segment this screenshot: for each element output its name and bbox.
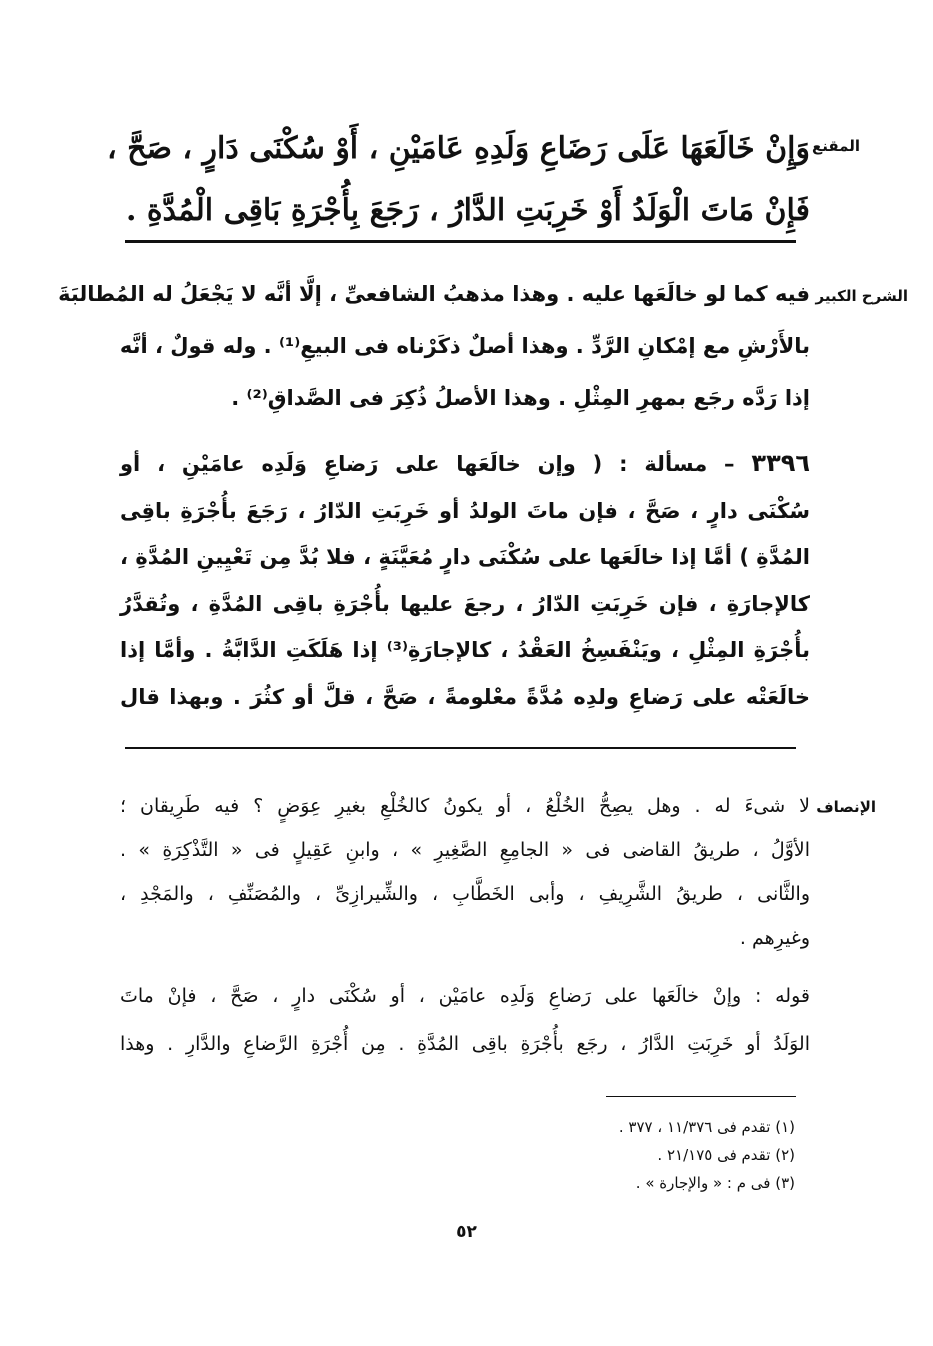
masala-line: كالإجارَةِ ، فإن خَرِبَتِ الدّارُ ، رجعَ عليها بأُجْرَةِ باقِى المُدَّةِ ، وتُقدَّرُ [120, 591, 810, 616]
label-muqni: المقنع [812, 137, 860, 155]
insaf-line: الأوَّلُ ، طريقُ القاضى فى « الجامِعِ الصَّغِيرِ » ، وابنِ عَقِيلٍ فى « التَّذْكِرَةِ » . [120, 839, 810, 861]
sharh-text [58, 268, 810, 424]
sharh-line: إذا رَدَّه رجَع بمهرِ المِثْلِ . وهذا الأصلُ ذُكِرَ فى الصَّداقِ⁽²⁾ . [231, 386, 810, 410]
section-divider [125, 747, 796, 749]
insaf-line: والثَّانى ، طريقُ الشَّرِيفِ ، وأبى الخَطَّابِ ، والشِّيرازِىِّ ، والمُصَنِّفِ ، والمَجْدِ ، [120, 883, 810, 905]
masala-line: سُكْنَى دارٍ ، صَحَّ ، فإن ماتَ الولدُ أو خَرِبَتِ الدّارُ ، رَجَعَ بأُجْرَةِ باقِى [120, 498, 810, 523]
label-insaf: الإنصاف [816, 798, 876, 816]
section-divider [125, 240, 796, 243]
matn-line: فَإِنْ مَاتَ الْوَلَدُ أَوْ خَرِبَتِ الدَّارُ ، رَجَعَ بِأُجْرَةِ بَاقِى الْمُدَّةِ . [125, 193, 810, 228]
insaf-line: لا شىءَ له . وهل يصِحُّ الخُلْعُ ، أو يكونُ كالخُلْعِ بغيرِ عِوَضٍ ؟ فيه طَرِيقان ؛ [120, 795, 810, 817]
footnotes [400, 1113, 795, 1197]
masala-line: المُدَّةِ ) أمَّا إذا خالَعَها على سُكْنَى دارٍ مُعَيَّنَةٍ ، فلا بُدَّ مِن تَعْيِينِ المُدَّةِ ، [120, 545, 810, 569]
matn-line: وَإِنْ خَالَعَهَا عَلَى رَضَاعِ وَلَدِهِ عَامَيْنِ ، أَوْ سُكْنَى دَارٍ ، صَحَّ ، [106, 131, 810, 166]
footnote: (٣) فى م : « والإجارة » . [635, 1174, 795, 1192]
insaf-line: الوَلَدُ أو خَرِبَتِ الدَّارُ ، رجَع بأُجْرَةِ باقِى المُدَّةِ . مِن أُجْرَةِ الرَّضاعِ والدَّارِ . وهذا [120, 1033, 810, 1055]
sharh-line: بالأَرْشِ مع إمْكانِ الرَّدِّ . وهذا أصلٌ ذكَرْناه فى البيعِ⁽¹⁾ . وله قولٌ ، أنَّه [119, 334, 810, 358]
page-number: ٥٢ [456, 1222, 477, 1242]
insaf-text-b [120, 972, 810, 1068]
footnote: (٢) تقدم فى ٢١/١٧٥ . [657, 1146, 795, 1164]
masala-line: خالَعَتْه على رَضاعِ ولدِه مُدَّةً معْلومةً ، صَحَّ ، قلَّ أو كثُرَ . وبهذا قال [120, 684, 810, 709]
footnote-divider [606, 1096, 796, 1097]
masala-text [120, 440, 810, 720]
insaf-line: وغيرِهم . [739, 927, 810, 949]
masala-line [120, 440, 810, 488]
masala-heading: – مسألة : ( وإن خالَعَها على رَضاعِ وَلَدِه عامَيْنِ ، أو [120, 452, 735, 476]
insaf-text-a [120, 784, 810, 960]
masala-line: بأُجْرَةِ المِثْلِ ، ويَنْفَسِخُ العَقْدُ ، كالإجارَةِ⁽³⁾ إذا هَلَكَتِ الدَّابَّةُ . وأمَّا إذا [120, 638, 810, 662]
insaf-line: قوله : وإنْ خالَعَها على رَضاعِ وَلَدِه عامَيْن ، أو سُكْنَى دارٍ ، صَحَّ ، فإنْ ماتَ [120, 985, 810, 1007]
footnote: (١) تقدم فى ١١/٣٧٦ ، ٣٧٧ . [618, 1118, 795, 1136]
masala-number: ٣٣٩٦ [751, 449, 811, 477]
sharh-line: فيه كما لو خالَعَها عليه . وهذا مذهبُ الشافعىِّ ، إلَّا أنَّه لا يَجْعَلُ له المُطالبَةَ [58, 282, 810, 306]
matn-text [106, 118, 810, 242]
label-sharh: الشرح الكبير [815, 287, 908, 305]
